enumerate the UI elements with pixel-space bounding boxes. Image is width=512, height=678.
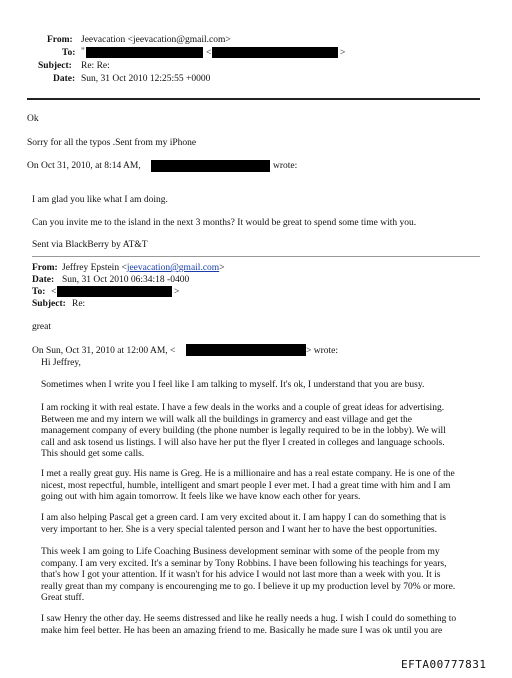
- from2-label: From:: [32, 263, 58, 273]
- letter-greeting: Hi Jeffrey,: [41, 358, 81, 368]
- letter-p4-line: I am also helping Pascal get a green card. I am very excited about it. I am happy I can do something that is: [41, 513, 446, 523]
- from-value: Jeevacation <jeevacation@gmail.com>: [81, 35, 231, 45]
- reply2-text: great: [32, 322, 51, 332]
- letter-p5-line: company. I am very excited. It's a seminar by Tony Robbins. I have been following his teachings for years,: [41, 558, 447, 569]
- subject-label: Subject:: [38, 61, 72, 71]
- letter-p6: [41, 614, 471, 637]
- reply-on-suffix: wrote:: [273, 161, 298, 171]
- to2-lt: <: [51, 287, 57, 297]
- letter-p2-line: Between me and my intern we will walk all the buildings in gramercy and east village and get the: [41, 414, 412, 425]
- reply2-on-prefix: On Sun, Oct 31, 2010 at 12:00 AM, <: [32, 346, 176, 356]
- to-label: To:: [62, 48, 76, 58]
- quoted-line-1: I am glad you like what I am doing.: [32, 195, 168, 205]
- letter-p5-line: really great than my company is encourenging me to go. I believe it up my production level by 70% or more.: [41, 581, 456, 592]
- from2-value: [62, 263, 225, 274]
- letter-p2-line: management company of every building (the phone number is legally required to be in the lobby). We will: [41, 426, 446, 437]
- letter-p1: Sometimes when I write you I feel like I am talking to myself. It's ok, I understand that you are busy.: [41, 380, 425, 390]
- redaction-reply-sender: [151, 160, 270, 172]
- letter-p2-line: I am rocking it with real estate. I have a few deals in the works and a couple of great ideas for advertising.: [41, 403, 445, 413]
- subject2-value: Re:: [72, 299, 86, 309]
- date2-value: Sun, 31 Oct 2010 06:34:18 -0400: [62, 275, 190, 285]
- from-label: From:: [47, 35, 73, 45]
- reply-ok: Ok: [27, 114, 39, 124]
- letter-p6-line: make him feel better. He has been an amazing friend to me. Basically he made sure I was ok until you are: [41, 625, 443, 636]
- from2-close: >: [219, 263, 225, 273]
- reply-typos: Sorry for all the typos .Sent from my iPhone: [27, 138, 197, 148]
- letter-p2-line: This should get some calls.: [41, 449, 145, 460]
- from2-email-link[interactable]: jeevacation@gmail.com: [126, 263, 220, 273]
- redaction-to2: [57, 286, 172, 297]
- to2-label: To:: [32, 287, 46, 297]
- redaction-to-name: [86, 47, 203, 58]
- letter-p3-line: nicest, most repectful, humble, intelligent and smart people I ever met. I had a great time with him and I am: [41, 480, 451, 491]
- redaction-to-email: [212, 47, 338, 58]
- letter-p4-line: very important to her. She is a very special talented person and I want her to have the best opportunities.: [41, 524, 437, 535]
- date2-label: Date:: [32, 275, 55, 285]
- date-value: Sun, 31 Oct 2010 12:25:55 +0000: [81, 74, 211, 84]
- letter-p5: [41, 547, 471, 605]
- from2-name: Jeffrey Epstein <: [62, 263, 127, 273]
- letter-p5-line: Great stuff.: [41, 593, 85, 604]
- redaction-reply2-sender: [186, 344, 306, 356]
- date-label: Date:: [53, 74, 76, 84]
- reply-on-prefix: On Oct 31, 2010, at 8:14 AM,: [27, 161, 141, 171]
- letter-p5-line: This week I am going to Life Coaching Business development seminar with some of the people from my: [41, 547, 440, 557]
- letter-p5-line: that's how I got your attention. If it wasn't for his advice I would not last more than a week with you. It is: [41, 570, 441, 581]
- to-quote: ": [81, 47, 85, 57]
- to2-gt: >: [174, 287, 180, 297]
- bates-number: EFTA00777831: [401, 658, 487, 671]
- letter-p3: [41, 469, 471, 504]
- header-divider: [27, 98, 480, 100]
- reply2-on-suffix: > wrote:: [306, 346, 339, 356]
- quote-divider: [32, 256, 480, 257]
- letter-p2: [41, 403, 471, 461]
- letter-p4: [41, 513, 471, 536]
- quoted-line-2: Can you invite me to the island in the next 3 months? It would be great to spend some time with you.: [32, 218, 417, 228]
- to-lt: <: [206, 48, 212, 58]
- letter-p2-line: call and ask tosend us listings. I will also have her put the flyer I created in colleges and language schools.: [41, 437, 445, 448]
- letter-p6-line: I saw Henry the other day. He seems distressed and like he really needs a hug. I wish I could do something to: [41, 614, 457, 624]
- letter-p3-line: I met a really great guy. His name is Greg. He is a millionaire and has a real estate company. He is one of the: [41, 469, 455, 479]
- letter-p3-line: going out with him again tomorrow. It feels like we have know each other for years.: [41, 492, 361, 503]
- subject-value: Re: Re:: [81, 61, 110, 71]
- to-gt: >: [340, 48, 346, 58]
- subject2-label: Subject:: [32, 299, 66, 309]
- quoted-line-3: Sent via BlackBerry by AT&T: [32, 240, 148, 250]
